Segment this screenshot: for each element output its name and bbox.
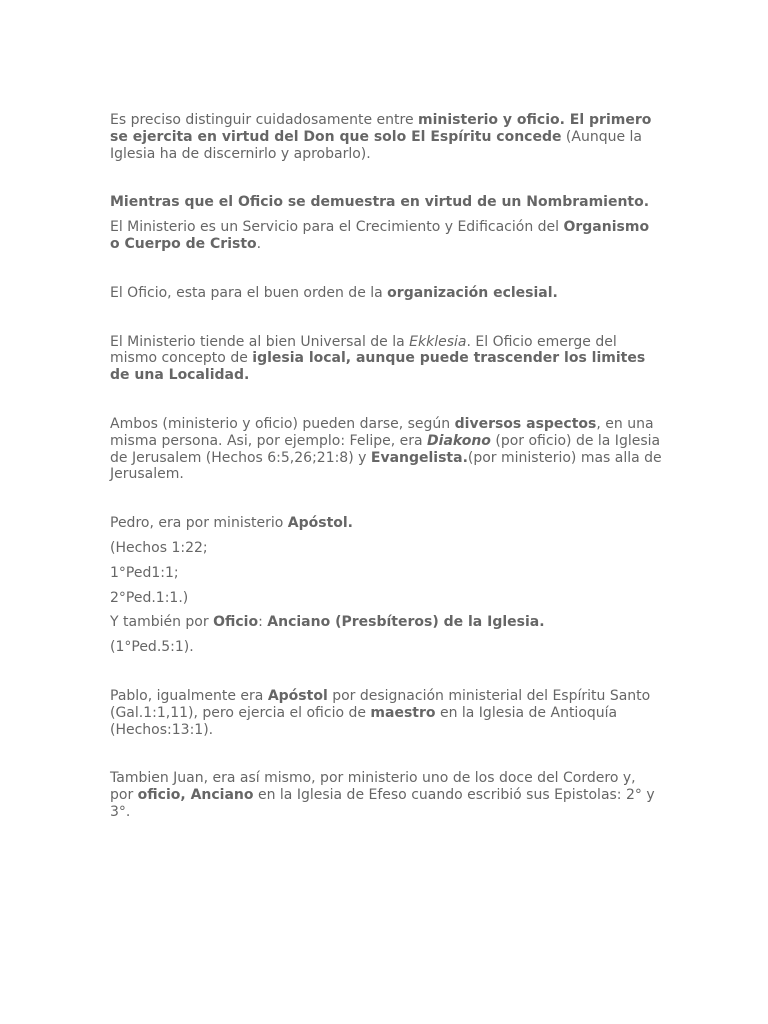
paragraph-bold-text: Oficio xyxy=(213,614,259,631)
paragraph-ekklesia xyxy=(110,334,662,384)
paragraph-text: . xyxy=(256,235,262,252)
paragraph-bold-text: maestro xyxy=(370,704,436,721)
paragraph-text: (Hechos 1:22; xyxy=(110,539,208,556)
paragraph-bold-text: organización eclesial. xyxy=(387,284,558,301)
paragraph-buen-orden xyxy=(110,285,662,302)
paragraph-text: (por ministerio) mas alla de Jerusalem. xyxy=(110,449,662,483)
document-body xyxy=(110,112,662,821)
paragraph-hechos-ref xyxy=(110,540,662,557)
paragraph-text: Ambos (ministerio y oficio) pueden darse, según xyxy=(110,415,455,432)
paragraph-bold-text: diversos aspectos xyxy=(454,415,597,432)
paragraph-bold-text: Evangelista. xyxy=(370,449,468,466)
paragraph-text: (1°Ped.5:1). xyxy=(110,639,194,656)
paragraph-2ped-ref xyxy=(110,590,662,607)
paragraph-1ped-ref xyxy=(110,565,662,582)
paragraph-ministerio-oficio xyxy=(110,112,662,162)
paragraph-bold-text: Anciano (Presbíteros) de la Iglesia. xyxy=(267,614,545,631)
paragraph-bold-text: Apóstol. xyxy=(287,515,354,532)
paragraph-nombramiento xyxy=(110,194,662,211)
paragraph-text: , en una misma persona. Asi, por ejemplo: Felipe, era xyxy=(110,415,654,449)
paragraph-bold-italic-text: Diakono xyxy=(427,432,491,449)
paragraph-text: El Ministerio tiende al bien Universal de la xyxy=(110,333,410,350)
paragraph-italic-text: Ekklesia xyxy=(409,333,467,350)
paragraph-anciano xyxy=(110,614,662,631)
paragraph-bold-text: Apóstol xyxy=(267,687,328,704)
paragraph-text: : xyxy=(258,614,268,631)
paragraph-text: Tambien Juan, era así mismo, por ministerio uno de los doce del Cordero y, por xyxy=(110,770,636,804)
paragraph-text: 1°Ped1:1; xyxy=(110,564,179,581)
paragraph-text: . El Oficio emerge del mismo concepto de xyxy=(110,333,617,367)
paragraph-text: Pablo, igualmente era xyxy=(110,687,268,704)
paragraph-text: El Oficio, esta para el buen orden de la xyxy=(110,284,388,301)
paragraph-bold-text: ministerio y oficio. El primero se ejercita en virtud del Don que solo El Espíritu concede xyxy=(110,112,652,145)
paragraph-1ped5-ref xyxy=(110,639,662,656)
paragraph-bold-text: iglesia local, aunque puede trascender los limites de una Localidad. xyxy=(110,350,646,384)
paragraph-text: (Aunque la Iglesia ha de discernirlo y aprobarlo). xyxy=(110,128,643,162)
paragraph-text: 2°Ped.1:1.) xyxy=(110,589,189,606)
paragraph-text: por designación ministerial del Espíritu Santo (Gal.1:1,11), pero ejercia el oficio de xyxy=(110,687,651,721)
paragraph-text: Es preciso distinguir cuidadosamente entre xyxy=(110,112,419,128)
paragraph-text: en la Iglesia de Efeso cuando escribió sus Epistolas: 2° y 3°. xyxy=(110,787,655,820)
paragraph-bold-text: oficio, Anciano xyxy=(137,787,254,804)
paragraph-text: en la Iglesia de Antioquía (Hechos:13:1). xyxy=(110,704,618,738)
paragraph-pedro xyxy=(110,515,662,532)
paragraph-juan xyxy=(110,770,662,820)
paragraph-text: Y también por xyxy=(110,614,214,631)
paragraph-text: El Ministerio es un Servicio para el Crecimiento y Edificación del xyxy=(110,219,564,236)
paragraph-text: Pedro, era por ministerio xyxy=(110,515,288,532)
paragraph-ambos xyxy=(110,416,662,483)
paragraph-text: (por oficio) de la Iglesia de Jerusalem (Hechos 6:5,26;21:8) y xyxy=(110,432,661,466)
paragraph-bold-text: Organismo o Cuerpo de Cristo xyxy=(110,219,650,252)
paragraph-servicio xyxy=(110,219,662,253)
paragraph-pablo xyxy=(110,688,662,738)
paragraph-bold-text: Mientras que el Oficio se demuestra en virtud de un Nombramiento. xyxy=(110,194,650,211)
